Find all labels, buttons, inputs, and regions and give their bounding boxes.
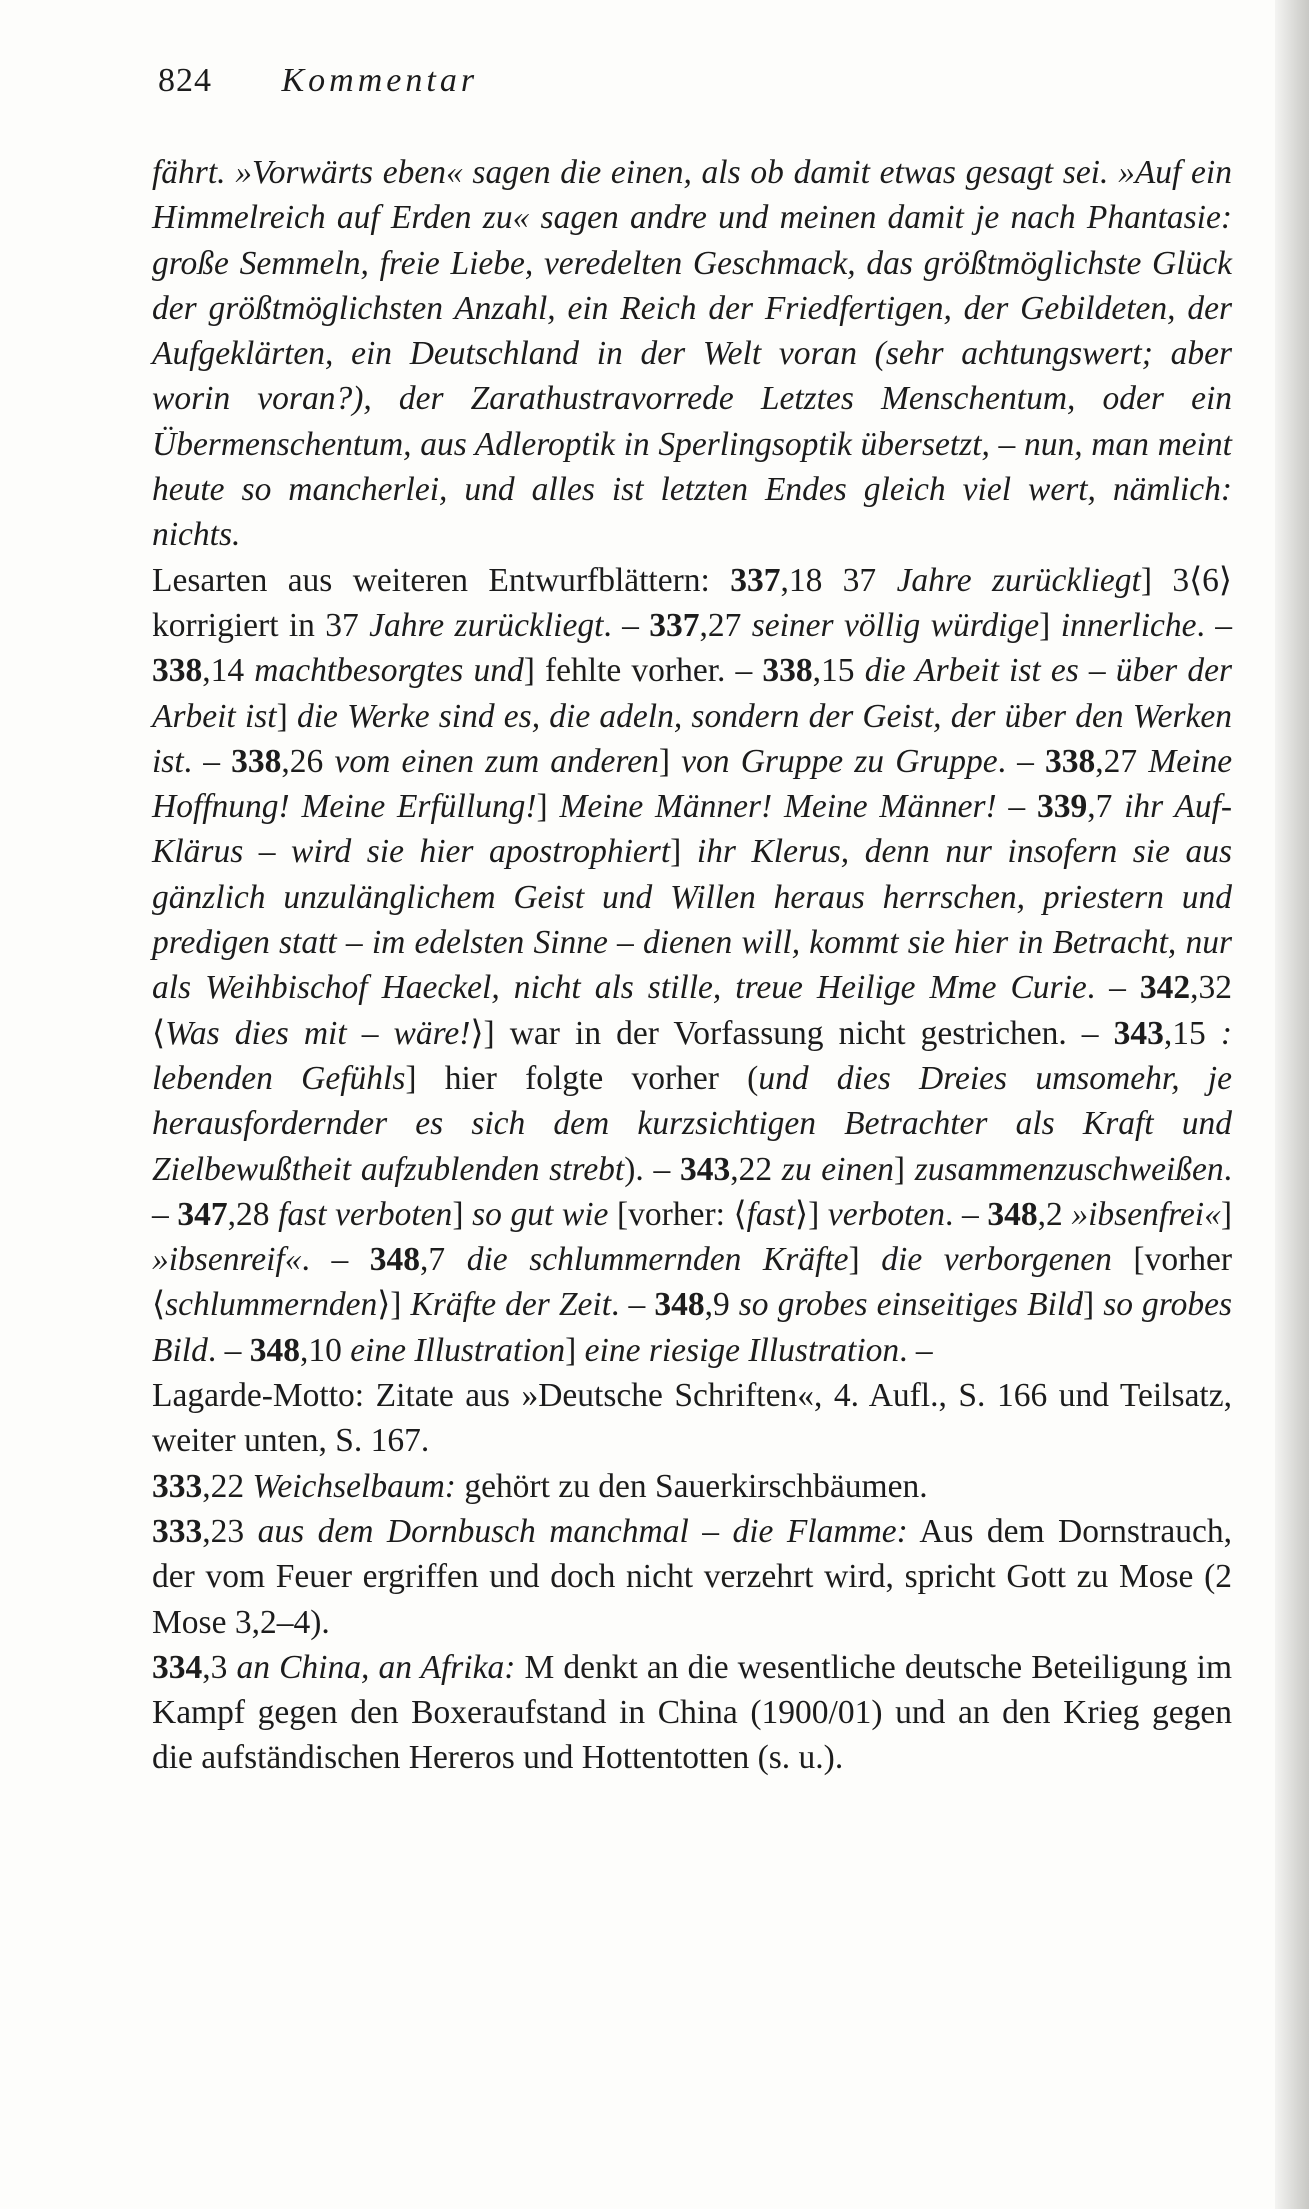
line-reference: 339 [1036, 788, 1088, 826]
text-run: ihr Klerus, denn nur insofern sie aus gänzlich unzulänglichem Geist und Willen heraus herrschen, priestern und predigen statt – im edelsten Sinne – dienen will, kommt sie hier in Betracht, nur als Weihbischof Haeckel, nicht als stille, treue Heilige Mme Curie [152, 833, 1233, 1007]
line-reference: 337 [649, 606, 700, 644]
text-run: ,22 [730, 1150, 782, 1188]
text-run: aus dem Dornbusch manchmal – die Flamme: [257, 1512, 908, 1550]
text-run: . – [183, 742, 232, 780]
text-run: innerliche [1060, 606, 1197, 644]
text-run: Weichselbaum: [252, 1467, 456, 1505]
line-reference: 348 [654, 1286, 705, 1324]
commentary-paragraph [152, 150, 1232, 558]
text-run: ,7 [420, 1241, 467, 1279]
line-reference: 333 [152, 1467, 203, 1505]
text-run: fast verboten [278, 1195, 453, 1233]
text-run: . – [603, 606, 650, 644]
text-run: ,27 [1095, 742, 1149, 780]
text-run: Meine Männer! Meine Männer! [559, 788, 997, 826]
page-edge-shadow [1275, 0, 1309, 2209]
text-run: fast [746, 1195, 795, 1233]
text-run: Was dies mit – wäre! [165, 1014, 471, 1052]
text-run: . – [1196, 606, 1232, 644]
text-run: [vorher ⟨ [152, 1241, 1233, 1324]
text-run: ] [1220, 1195, 1233, 1233]
text-run: Kräfte der Zeit [410, 1286, 612, 1324]
text-run: . – [611, 1286, 655, 1324]
commentary-paragraph [152, 1645, 1232, 1781]
line-reference: 342 [1139, 969, 1191, 1007]
text-run: Meine Hoffnung! Meine Erfüllung! [152, 742, 1233, 826]
text-run: ⟩] [377, 1286, 411, 1324]
line-reference: 337 [730, 561, 781, 599]
commentary-paragraph [152, 1464, 1232, 1509]
text-run: ,2 [1037, 1195, 1072, 1233]
text-run: eine riesige Illustration [584, 1331, 900, 1369]
text-run: so grobes einseitiges Bild [738, 1286, 1083, 1324]
text-run: »ibsenreif« [152, 1241, 302, 1279]
text-run: ] [658, 742, 682, 780]
text-run: ,28 [227, 1195, 279, 1233]
text-run: ⟩] [795, 1195, 828, 1233]
text-run: schlummernden [165, 1286, 378, 1324]
text-run: . – [152, 1150, 1233, 1233]
text-run: ] fehlte vorher. – [523, 652, 763, 690]
text-run: ihr Auf-Klärus – wird sie hier apostrophiert [152, 788, 1233, 871]
text-run: so grobes Bild [152, 1286, 1232, 1369]
text-run: Jahre zurückliegt [896, 561, 1141, 599]
text-run: ] 3⟨6⟩ korrigiert in 37 [152, 561, 1232, 644]
line-reference: 348 [369, 1241, 421, 1279]
text-run: ,15 [1163, 1014, 1221, 1052]
text-run: [vorher: ⟨ [608, 1195, 747, 1233]
text-run: die schlummernden Kräfte [466, 1241, 849, 1279]
text-run: . – [301, 1241, 370, 1279]
text-run: von Gruppe zu Gruppe [681, 742, 998, 780]
line-reference: 333 [152, 1512, 203, 1550]
text-run: . – [899, 1331, 933, 1369]
text-run: ] [565, 1331, 585, 1369]
text-run: Jahre zurückliegt [369, 606, 604, 644]
text-run: fährt. »Vorwärts eben« sagen die einen, als ob damit etwas gesagt sei. »Auf ein Himmelreich auf Erden zu« sagen andre und meinen damit je nach Phantasie: große Semmeln, freie Liebe, veredelten Geschmack, das größtmöglichste Glück der größtmöglichsten Anzahl, ein Reich der Friedfertigen, der Gebildeten, der Aufgeklärten, ein Deutschland in der Welt voran (sehr achtungswert; aber worin voran?), der Zarathustravorrede Letztes Menschentum, oder ein Übermenschentum, aus Adleroptik in Sperlingsoptik übersetzt, – nun, man meint heute so mancherlei, und alles ist letzten Endes gleich viel wert, nämlich: nichts. [152, 154, 1232, 554]
line-reference: 347 [177, 1195, 228, 1233]
text-run: ] [848, 1241, 882, 1279]
line-reference: 338 [762, 652, 813, 690]
commentary-paragraph [152, 1509, 1232, 1645]
text-run: so gut wie [472, 1195, 609, 1233]
text-run: machtbesorgtes und [254, 652, 524, 690]
line-reference: 348 [987, 1195, 1038, 1233]
text-run: M denkt an die wesentliche deutsche Beteiligung im Kampf gegen den Boxeraufstand in China (1900/01) und an den Krieg gegen die aufständischen Hereros und Hottentotten (s. u.). [152, 1648, 1233, 1777]
commentary-paragraph [152, 1373, 1232, 1464]
text-run: ,7 [1087, 788, 1125, 826]
text-run: die Arbeit ist es – über der Arbeit ist [152, 652, 1232, 735]
line-reference: 338 [231, 742, 282, 780]
text-run: verboten [827, 1195, 946, 1233]
text-run: ,18 37 [780, 561, 897, 599]
text-run: ,14 [202, 652, 255, 690]
line-reference: 343 [1113, 1014, 1164, 1052]
commentary-body [152, 150, 1232, 1781]
text-run: . – [997, 742, 1046, 780]
page-number: 824 [158, 62, 212, 99]
text-run: eine Illustration [350, 1331, 566, 1369]
commentary-paragraph [152, 558, 1232, 1373]
text-run: vom einen zum anderen [334, 742, 659, 780]
text-run: ,27 [699, 606, 752, 644]
text-run: Aus dem Dornstrauch, der vom Feuer ergriffen und doch nicht verzehrt wird, spricht Gott zu Mose (2 Mose 3,2–4). [152, 1512, 1232, 1641]
text-run: ,3 [202, 1648, 237, 1686]
text-run: die verborgenen [881, 1241, 1112, 1279]
text-run: zusammenzuschweißen [914, 1150, 1224, 1188]
text-run: . – [945, 1195, 988, 1233]
text-run: zu einen [781, 1150, 894, 1188]
text-run: ] [670, 833, 697, 871]
text-run: ,26 [281, 742, 335, 780]
text-run: ,32 ⟨ [152, 969, 1233, 1052]
text-run: ] [276, 697, 297, 735]
line-reference: 338 [152, 652, 203, 690]
text-run: ). – [624, 1150, 680, 1188]
line-reference: 338 [1045, 742, 1096, 780]
text-run: an China, an Afrika: [236, 1648, 516, 1686]
line-reference: 334 [152, 1648, 203, 1686]
line-reference: 343 [679, 1150, 731, 1188]
text-run: ,23 [202, 1512, 258, 1550]
text-run: die Werke sind es, die adeln, sondern der Geist, der über den Werken ist [152, 697, 1232, 780]
text-run: ⟩] war in der Vorfassung nicht gestrichen. – [470, 1014, 1114, 1052]
text-run: ,9 [704, 1286, 739, 1324]
line-reference: 348 [249, 1331, 300, 1369]
text-run: ,10 [299, 1331, 351, 1369]
text-run: gehört zu den Sauerkirschbäumen. [455, 1467, 928, 1505]
running-header [158, 62, 478, 100]
text-run: ] [452, 1195, 473, 1233]
text-run: ] hier folgte vorher ( [405, 1059, 759, 1097]
text-run: – [996, 788, 1037, 826]
running-title: Kommentar [281, 62, 479, 99]
text-run: . – [207, 1331, 250, 1369]
text-run: : lebenden Gefühls [152, 1014, 1232, 1097]
text-run: Lagarde-Motto: Zitate aus »Deutsche Schriften«, 4. Aufl., S. 166 und Teilsatz, weiter unten, S. 167. [152, 1377, 1232, 1460]
text-run: und dies Dreies umsomehr, je herausfordernder es sich dem kurzsichtigen Betrachter als Kraft und Zielbewußtheit aufzublenden strebt [152, 1059, 1232, 1188]
text-run: . – [1086, 969, 1140, 1007]
text-run: ] [536, 788, 560, 826]
text-run: ,15 [812, 652, 865, 690]
text-run: ] [893, 1150, 915, 1188]
text-run: seiner völlig würdige [751, 606, 1040, 644]
text-run: Lesarten aus weiteren Entwurfblättern: [152, 561, 731, 599]
text-run: ] [1039, 606, 1061, 644]
text-run: »ibsenfrei« [1071, 1195, 1221, 1233]
text-run: ] [1082, 1286, 1104, 1324]
text-run: ,22 [202, 1467, 253, 1505]
